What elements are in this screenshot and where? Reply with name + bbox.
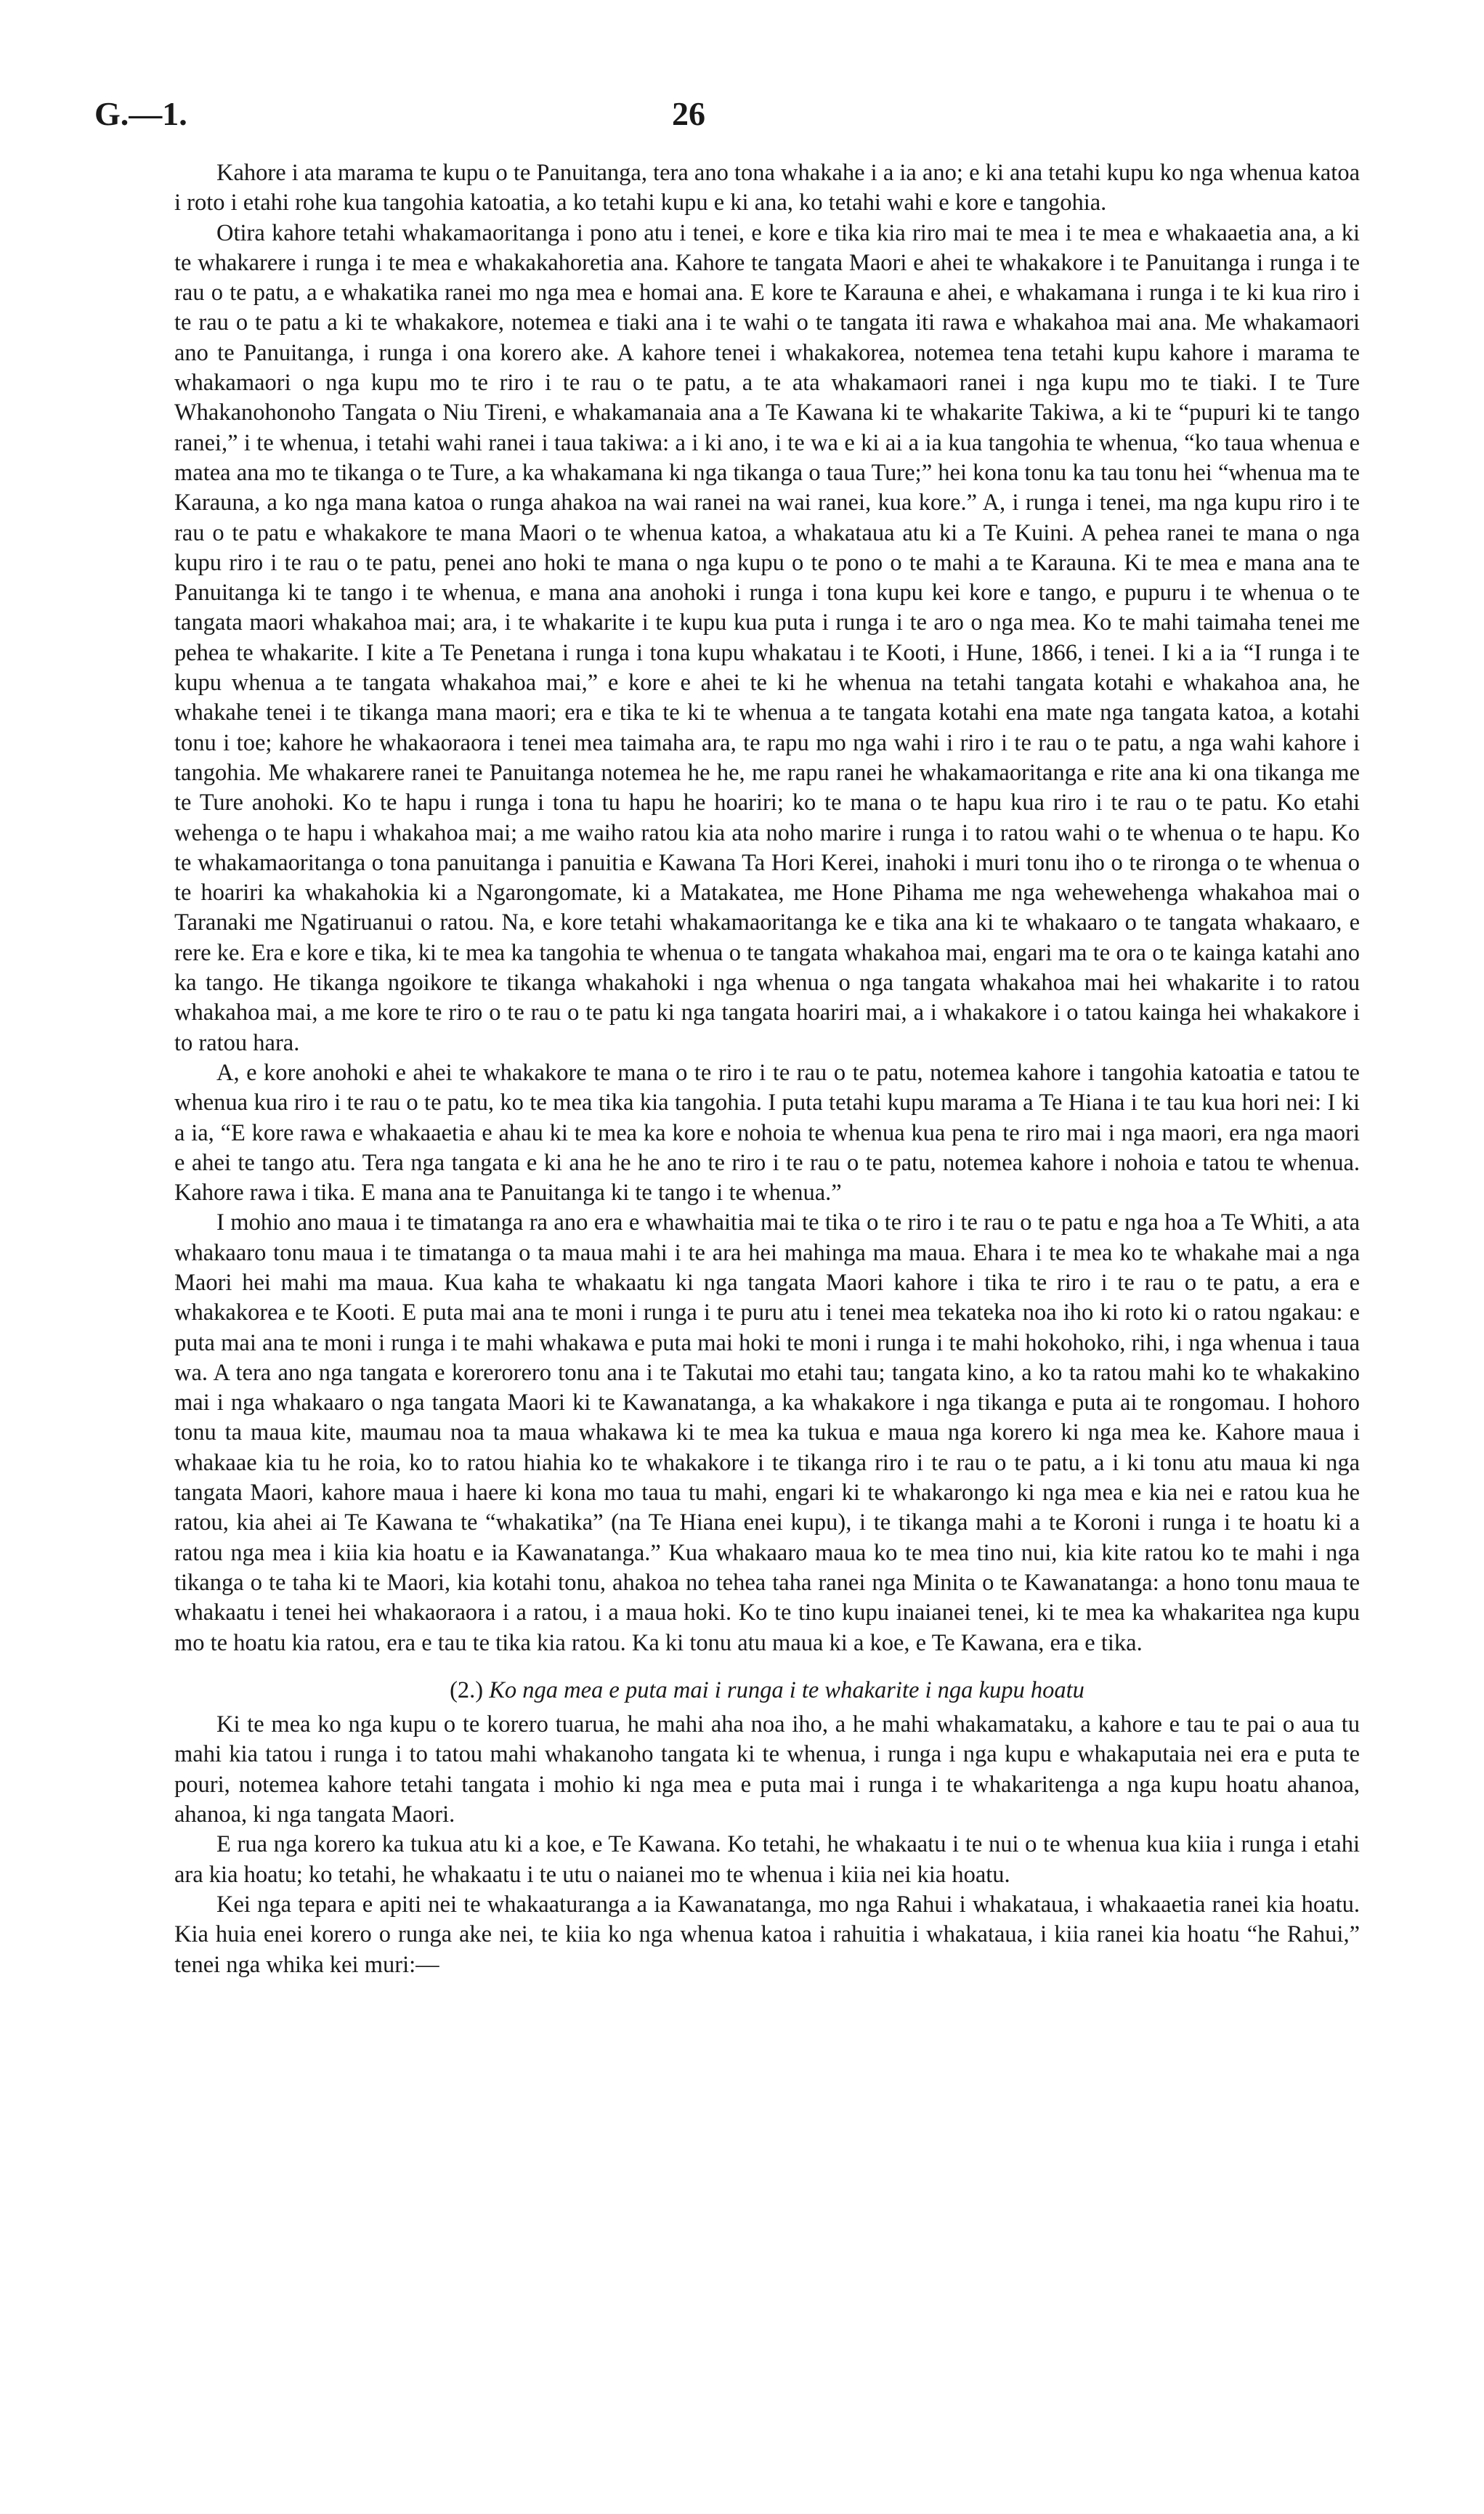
section-title: Ko nga mea e puta mai i runga i te whakarite i nga kupu hoatu xyxy=(489,1676,1084,1703)
paragraph: A, e kore anohoki e ahei te whakakore te mana o te riro i te rau o te patu, notemea kahore i tangohia katoatia e tatou te whenua kua riro i te rau o te patu, ko te mea tika kia tangohia. I puta tetahi kupu marama a Te Hiana i te tau kua hori nei: I ki a ia, “E kore rawa e whakaaetia e ahau ki te mea ka kore e nohoia te whenua kua pena te riro mai i nga maori, era nga maori e ahei te tango atu. Tera nga tangata e ki ana he he ano te riro i te rau o te patu, notemea kahore i nohoia e tatou te whenua. Kahore rawa i tika. E mana ana te Panuitanga ki te tango i te whenua.” xyxy=(174,1059,1360,1207)
page-number: 26 xyxy=(672,95,705,132)
section-number: (2.) xyxy=(450,1676,484,1703)
paragraph: Ki te mea ko nga kupu o te korero tuarua, he mahi aha noa iho, a he mahi whakamataku, a kahore e tau te pai o aua tu mahi kia tatou i runga i to tatou mahi whakanoho tangata ki te whenua, i runga i nga kupu e whakaputaia nei era e puta te pouri, notemea kahore tetahi tangata i mohio ki nga mea e puta mai i runga i te whakaritenga a nga kupu hoatu ahanoa, ahanoa, ki nga tangata Maori. xyxy=(174,1711,1360,1828)
document-code: G.—1. xyxy=(94,95,187,132)
paragraph: Otira kahore tetahi whakamaoritanga i pono atu i tenei, e kore e tika kia riro mai te mea i te mea e whakaaetia ana, a ki te whakarere i runga i te mea e whakakahoretia ana. Kahore te tangata Maori e ahei te whakakore i te Panuitanga i runga i te rau o te patu, a e whakatika ranei mo nga mea e homai ana. E kore te Karauna e ahei, e whakamana i runga i te ki kua riro i te rau o te patu a ki te whakakore, notemea e tiaki ana i te wahi o te tangata iti rawa e whakahoa mai ana. Me whakamaori ano te Panuitanga, i runga i ona korero ake. A kahore tenei i whakakorea, notemea tena tetahi kupu kahore i marama te whakamaori o nga kupu mo te riro i te rau o te patu, a te ata whakamaori ranei i nga kupu mo te tiaki. I te Ture Whakanohonoho Tangata o Niu Tireni, e whakamanaia ana a Te Kawana ki te whakarite Takiwa, a ki te “pupuri ki te tango ranei,” i te whenua, i tetahi wahi ranei i taua takiwa: a i ki ano, i te wa e ki ai a ia kua tangohia te whenua, “ko taua whenua e matea ana mo te tikanga o te Ture, a ka whakamana ki nga tikanga o taua Ture;” hei kona tonu ka tau tonu hei “whenua ma te Karauna, a ko nga mana katoa o runga ahakoa na wai ranei na wai ranei, kua kore.” A, i runga i tenei, ma nga kupu riro i te rau o te patu e whakakore te mana Maori o te whenua katoa, a whakataua atu ki a Te Kuini. A pehea ranei te mana o nga kupu riro i te rau o te patu, penei ano hoki te mana o nga kupu o te pono o te mahi a te Karauna. Ki te mea e mana ana te Panuitanga ki te tango i te whenua, e mana ana anohoki i runga i tona kupu kei kore e tango, e pupuru i te whenua o te tangata maori whakahoa mai; ara, i te whakarite i te kupu kua puta i runga i te aro o nga mea. Ko te mahi taimaha tenei me pehea te whakarite. I kite a Te Penetana i runga i tona kupu whakatau i te Kooti, i Hune, 1866, i tenei. I ki a ia “I runga i te kupu whenua a te tangata whakahoa mai,” e kore e ahei te ki he whenua na tetahi tangata kotahi e whakahoa ana, he whakahe tenei i te tikanga mana maori; era e tika te ki te whenua a te tangata kotahi ena mate nga tangata katoa, a kotahi tonu i toe; kahore he whakaoraora i tenei mea taimaha ara, te rapu mo nga wahi i riro i te rau o te patu, a nga wahi kahore i tangohia. Me whakarere ranei te Panuitanga notemea he he, me rapu ranei he whakamaoritanga e rite ana ki ona tikanga me te Ture anohoki. Ko te hapu i runga i tona tu hapu he hoariri; ko te mana o te hapu kua riro i te rau o te patu. Ko etahi wehenga o te hapu i whakahoa mai; a me waiho ratou kia ata noho marire i runga i to ratou wahi o te whenua o te hapu. Ko te whakamaoritanga o tona panuitanga i panuitia e Kawana Ta Hori Kerei, inahoki i muri tonu iho o te rironga o te whenua o te hoariri ka whakahokia ki a Ngarongomate, ki a Matakatea, me Hone Pihama me nga wehewehenga whakahoa mai o Taranaki me Ngatiruanui o ratou. Na, e kore tetahi whakamaoritanga ke e tika ana ki te whakaaro o te tangata whakaaro, e rere ke. Era e kore e tika, ki te mea ka tangohia te whenua o te tangata whakahoa mai, engari ma te ora o te kainga katahi ano ka tango. He tikanga ngoikore te tikanga whakahoki i nga whenua o nga tangata whakahoa mai hei whakarite i to ratou whakahoa mai, a me kore te riro o te rau o te patu ki nga tangata hoariri mai, a i whakakore i o tatou kainga hei whakakore i to ratou hara. xyxy=(174,219,1360,1056)
paragraph: E rua nga korero ka tukua atu ki a koe, e Te Kawana. Ko tetahi, he whakaatu i te nui o te whenua kua kiia i runga i etahi ara kia hoatu; ko tetahi, he whakaatu i te utu o naianei mo te whenua i kiia nei kia hoatu. xyxy=(174,1831,1360,1888)
paragraph: I mohio ano maua i te timatanga ra ano era e whawhaitia mai te tika o te riro i te rau o te patu e nga hoa a Te Whiti, a ata whakaaro tonu maua i te timatanga o ta maua mahi i te ara hei mahinga ma maua. Ehara i te mea ko te whakahe mai a nga Maori hei mahi ma maua. Kua kaha te whakaatu ki nga tangata Maori kahore i tika te riro i te rau o te patu, a era e whakakorea e te Kooti. E puta mai ana te moni i runga i te puru atu i tenei mea tekateka noa iho ki roto ki o ratou ngakau: e puta mai ana te moni i runga i te mahi whakawa e puta mai hoki te moni i runga i te mahi hokohoko, rihi, i nga whenua i taua wa. A tera ano nga tangata e korerorero tonu ana i te Takutai mo etahi tau; tangata kino, a ko ta ratou mahi ko te whakakino mai i nga whakaaro o nga tangata Maori ki te Kawanatanga, a ka whakakore i nga tikanga e puta ai te rongomau. I hohoro tonu ta maua kite, maumau noa ta maua whakawa ki te mea ka tukua e maua nga korero ki nga mea ke. Kahore maua i whakaae kia tu he roia, ko to ratou hiahia ko te whakakore i te tikanga riro i te rau o te patu, a i ki tonu atu maua ki nga tangata Maori, kahore maua i haere ki kona mo taua tu mahi, engari ki te whakarongo ki nga mea e kia nei e ratou kua he ratou, kia ahei ai Te Kawana te “whakatika” (na Te Hiana enei kupu), i te tikanga mahi a te Koroni i runga i te hoatu ki a ratou nga mea i kiia kia hoatu e ia Kawanatanga.” Kua whakaaro maua ko te mea tino nui, kia kite ratou ko te mahi i nga tikanga o te taha ki te Maori, kia kotahi tonu, ahakoa no tehea taha ranei nga Minita o te Kawanatanga: a hono tonu maua te whakaatu i tenei hei whakaoraora i a ratou, i a maua hoki. Ko te tino kupu inaianei tenei, ki te mea ka whakaritea nga kupu mo te hoatu kia ratou, era e tau te tika kia ratou. Ka ki tonu atu maua ki a koe, e Te Kawana, era e tika. xyxy=(174,1209,1360,1656)
body-text xyxy=(174,158,1360,1980)
paragraph: Kei nga tepara e apiti nei te whakaaturanga a ia Kawanatanga, mo nga Rahui i whakataua, i whakaaetia ranei kia hoatu. Kia huia enei korero o runga ake nei, te kiia ko nga whenua katoa i rahuitia i whakataua, i kiia ranei kia hoatu “he Rahui,” tenei nga whika kei muri:— xyxy=(174,1891,1360,1978)
page-header xyxy=(94,94,1366,138)
paragraph: Kahore i ata marama te kupu o te Panuitanga, tera ano tona whakahe i a ia ano; e ki ana tetahi kupu ko nga whenua katoa i roto i etahi rohe kua tangohia katoatia, a ko tetahi kupu e ki ana, ko tetahi wahi e kore e tangohia. xyxy=(174,160,1360,216)
section-heading xyxy=(174,1676,1360,1706)
